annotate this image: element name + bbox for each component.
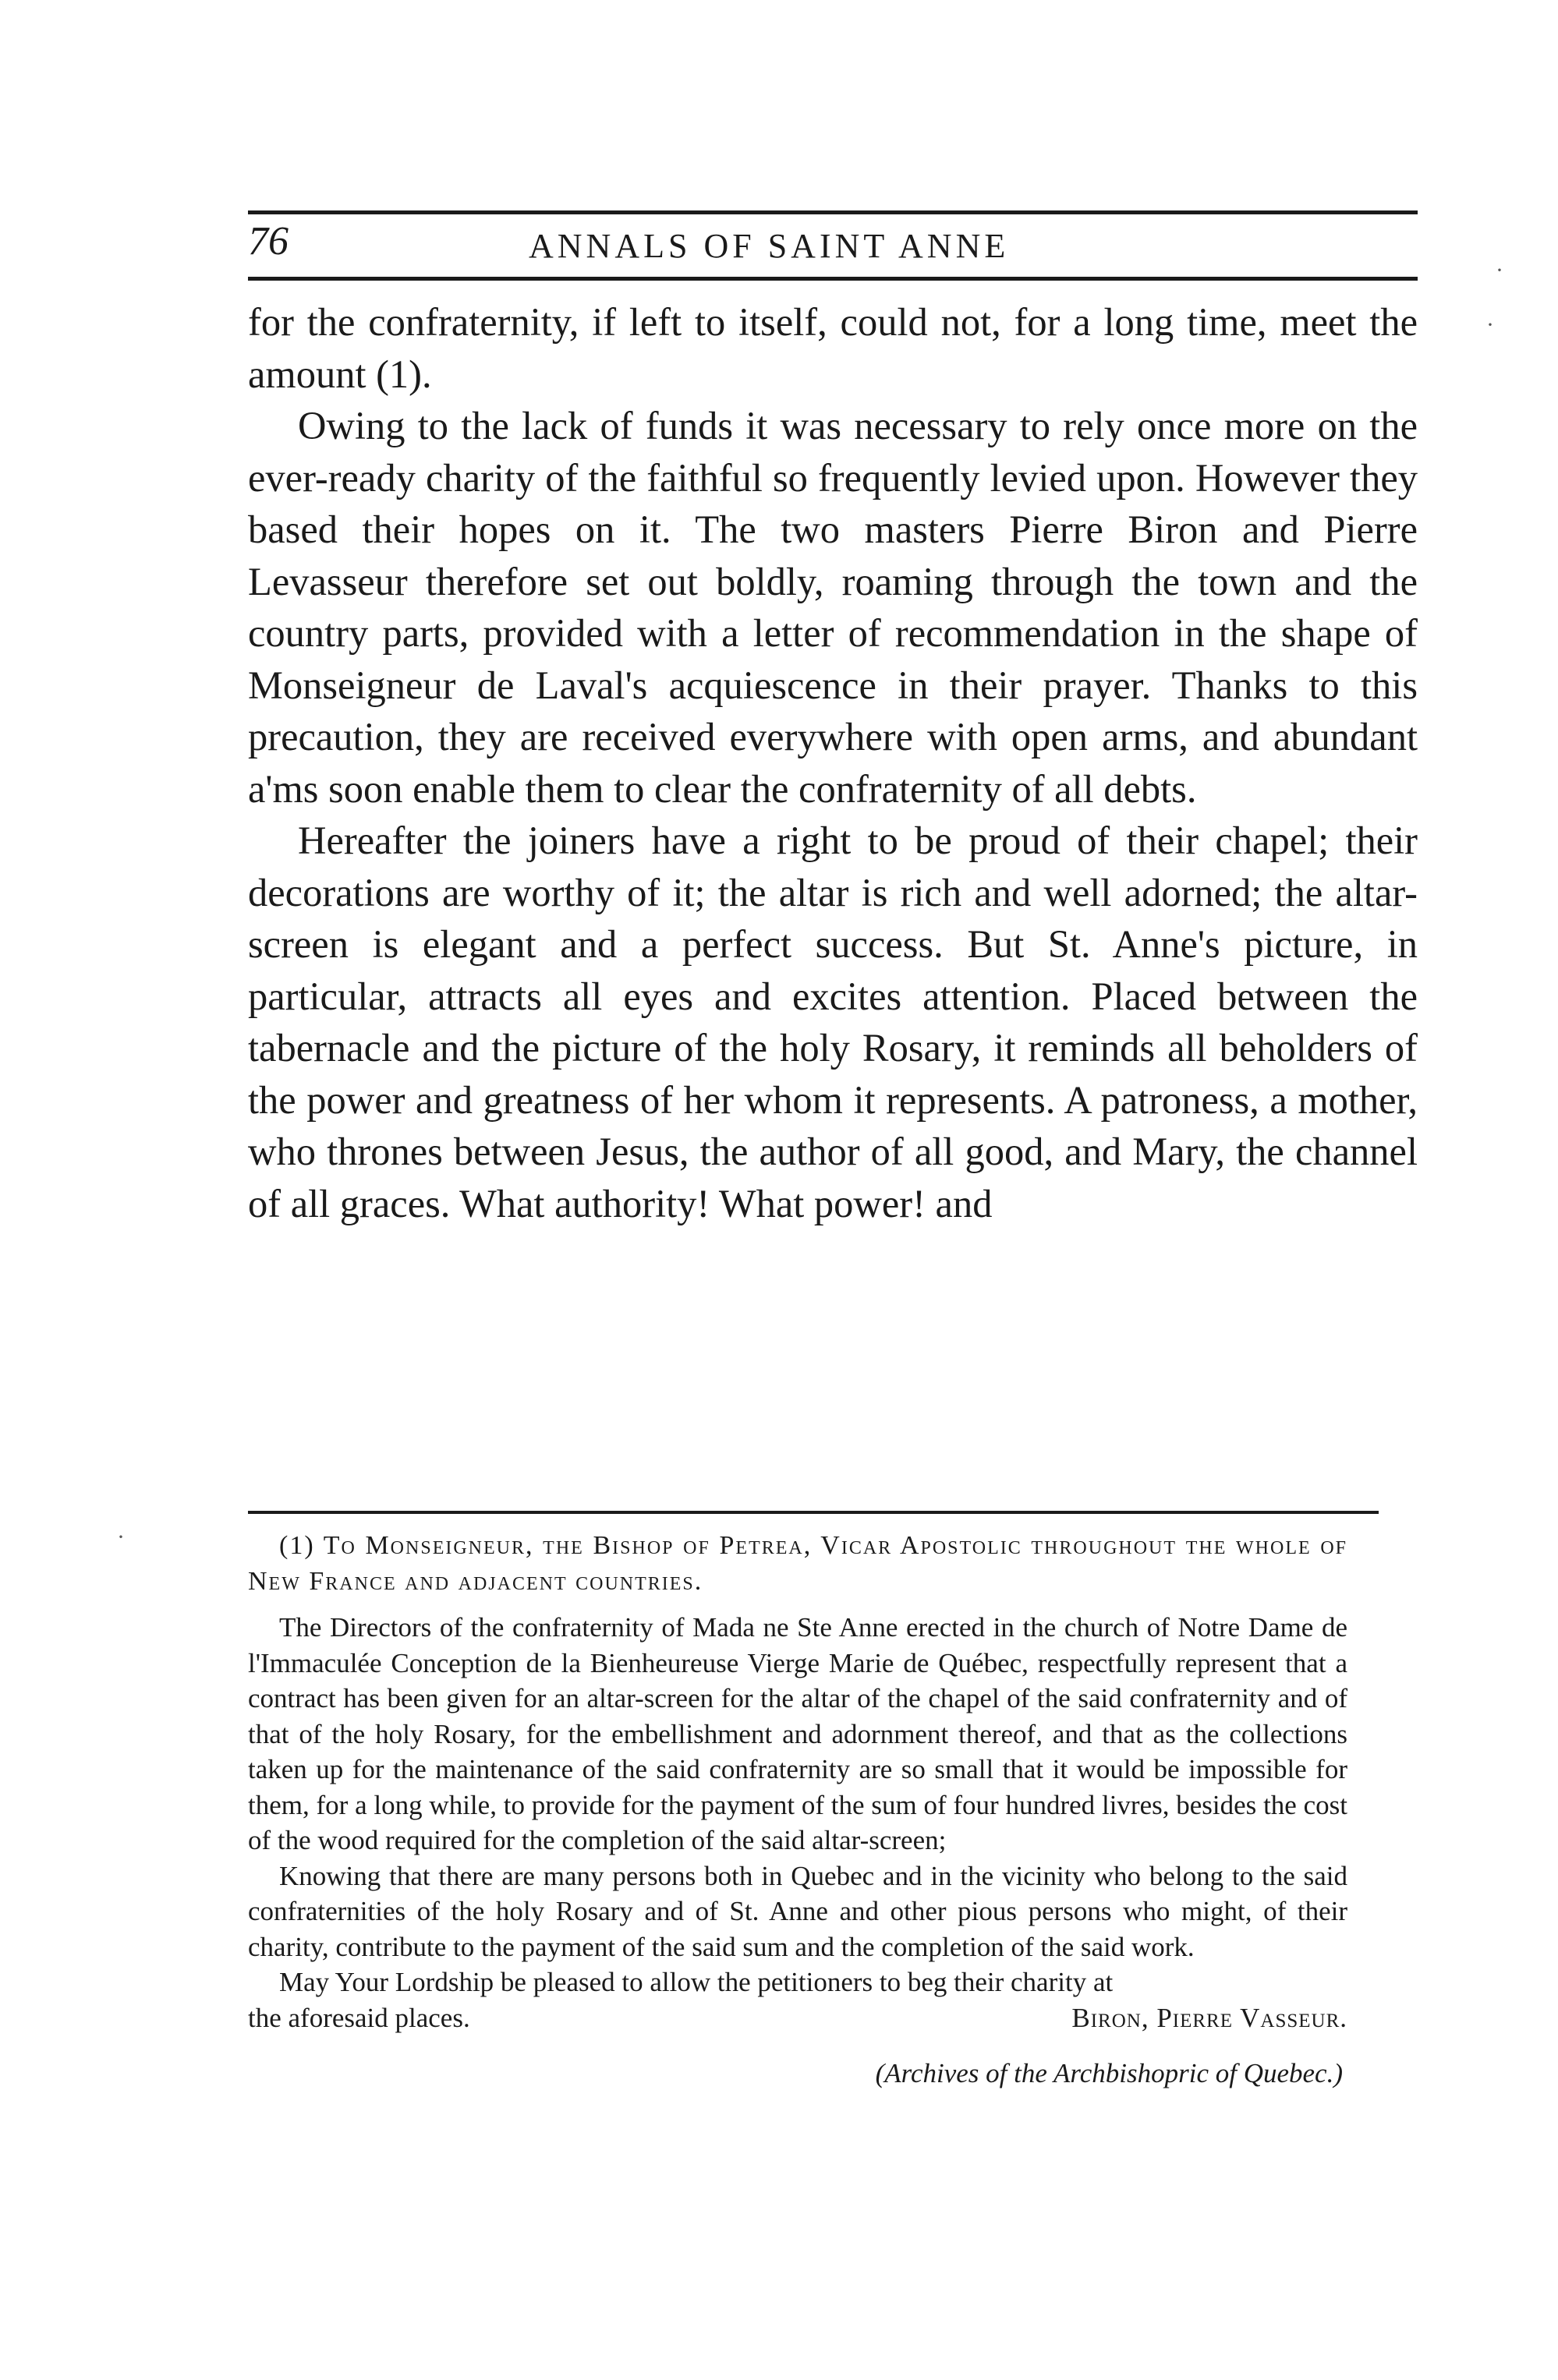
margin-speck: ·	[1496, 257, 1503, 283]
closing-text: the aforesaid places.	[248, 2002, 470, 2033]
main-text	[248, 296, 1418, 1229]
footnote-separator	[248, 1511, 1379, 1514]
signature-row	[248, 2000, 1347, 2036]
footnote-paragraph: May Your Lordship be pleased to allow the petitioners to beg their charity at	[279, 1967, 1114, 1997]
paragraph: Owing to the lack of funds it was necessary to rely once more on the ever-ready charity of the faithful so frequently levied upon. However they based their hopes on it. The two masters Pierre Biron and Pierre Levasseur therefore set out boldly, roaming through the town and the country parts, provided with a letter of recommendation in the shape of Monseigneur de Laval's acquiescence in their prayer. Thanks to this precaution, they are received everywhere with open arms, and abundant a'ms soon enable them to clear the confraternity of all debts.	[248, 404, 1418, 811]
paragraph: Hereafter the joiners have a right to be proud of their chapel; their decorations are worthy of it; the altar is rich and well adorned; the altar-screen is elegant and a perfect success. But St. Anne's picture, in particular, attracts all eyes and excites attention. Placed between the tabernacle and the picture of the holy Rosary, it reminds all beholders of the power and greatness of her whom it represents. A patroness, a mother, who thrones between Jesus, the author of all good, and Mary, the channel of all graces. What authority! What power! and	[248, 819, 1418, 1225]
footnote-paragraph: Knowing that there are many persons both in Quebec and in the vicinity who belong to the said confraternities of the holy Rosary and of St. Anne and other pious persons who might, of their charity, contribute to the payment of the said sum and the completion of the said work.	[248, 1860, 1347, 1962]
running-title: ANNALS OF SAINT ANNE	[529, 227, 1010, 265]
margin-speck: ·	[117, 1524, 125, 1550]
header-bottom-rule	[248, 277, 1418, 281]
footnote-paragraph: The Directors of the confraternity of Mada ne Ste Anne erected in the church of Notre Dame de l'Immaculée Conception de la Bienheureuse Vierge Marie de Québec, respectfully represent that a contract has been given for an altar-screen for the altar of the chapel of the said confraternity and of that of the holy Rosary, for the embellishment and adornment thereof, and that as the collections taken up for the maintenance of the said confraternity are so small that it would be impossible for them, for a long while, to provide for the payment of the sum of four hundred livres, besides the cost of the wood required for the completion of the said altar-screen;	[248, 1612, 1347, 1855]
signatories: Biron, Pierre Vasseur.	[1071, 2002, 1347, 2033]
footnote-block	[248, 1528, 1347, 2092]
page-number: 76	[248, 219, 289, 263]
footnote-heading: (1) To Monseigneur, the Bishop of Petrea, Vicar Apostolic throughout the whole of New France and adjacent countries.	[248, 1531, 1347, 1596]
paragraph: for the confraternity, if left to itself, could not, for a long time, meet the amount (1).	[248, 300, 1418, 396]
source-citation: (Archives of the Archbishopric of Quebec.)	[875, 2058, 1343, 2088]
header-top-rule	[248, 210, 1418, 214]
margin-speck: ·	[1486, 312, 1494, 338]
running-head	[248, 218, 1418, 274]
